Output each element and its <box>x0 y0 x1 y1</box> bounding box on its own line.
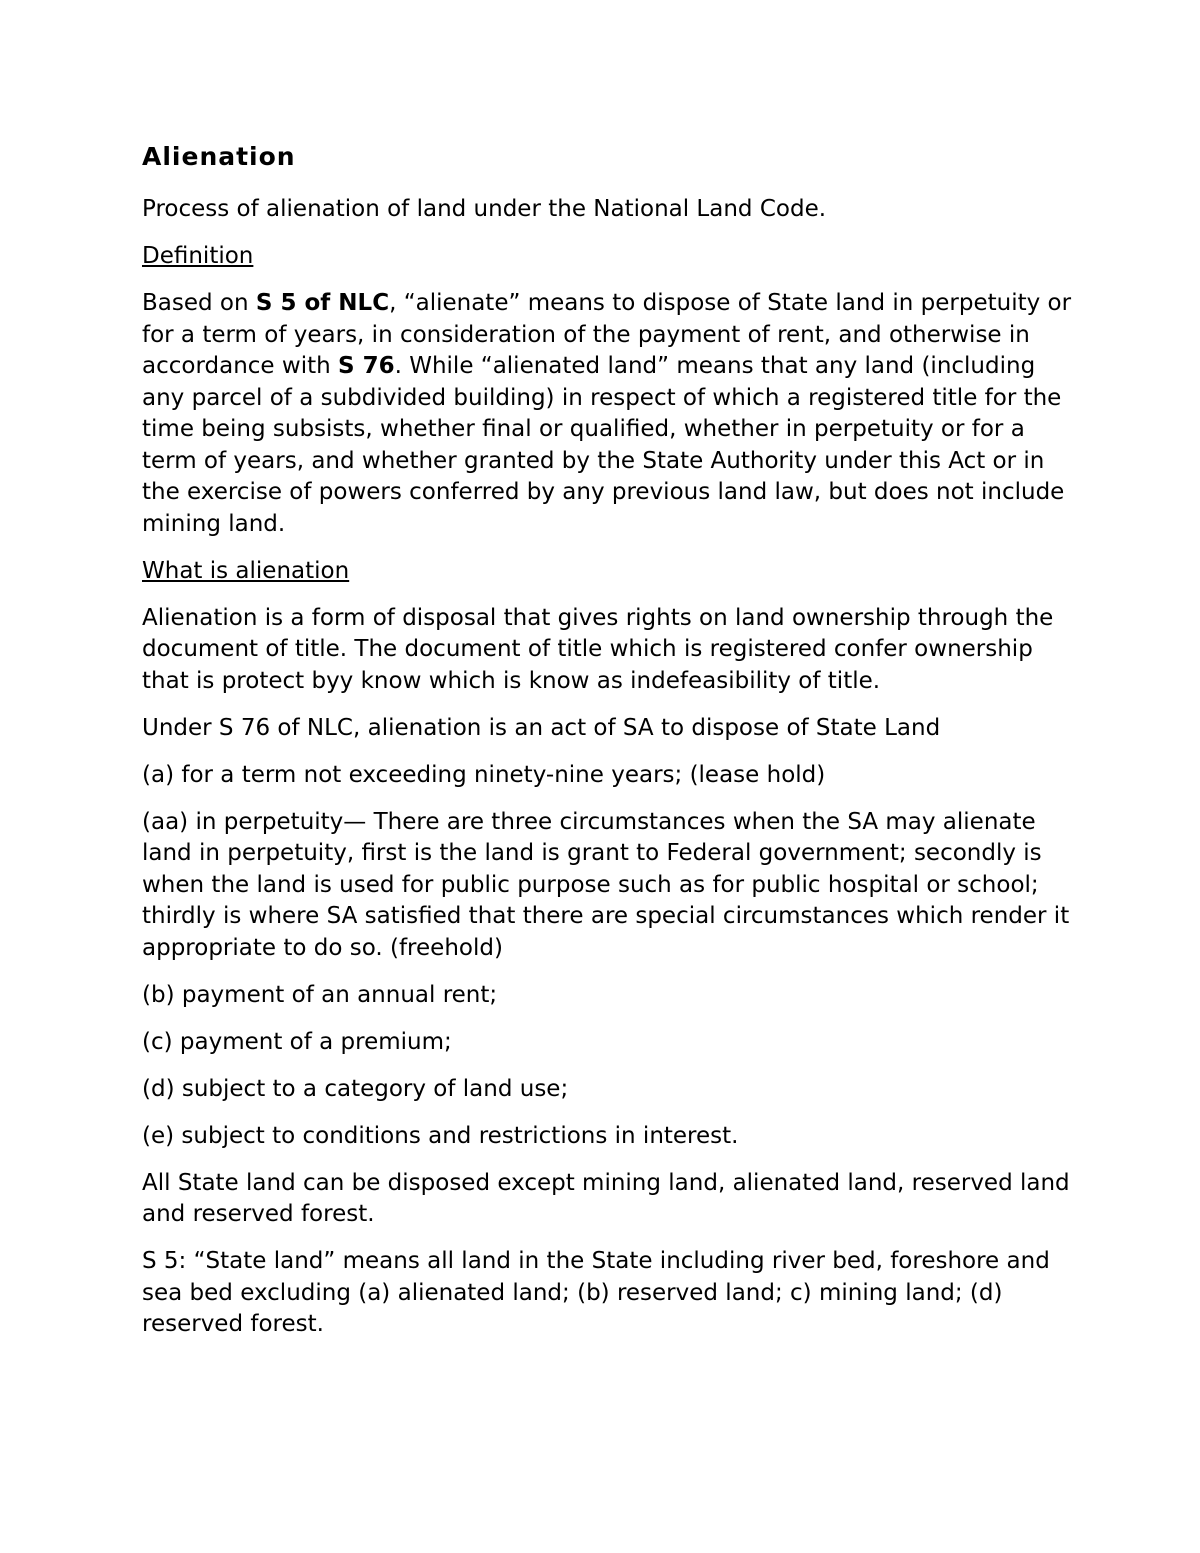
s76-item-d: (d) subject to a category of land use; <box>142 1075 569 1102</box>
s76-item-e: (e) subject to conditions and restrictions in interest. <box>142 1122 739 1149</box>
closing-paragraph-1: All State land can be disposed except mining land, alienated land, reserved land and reserved forest. <box>142 1169 1070 1227</box>
document-title: Alienation <box>142 142 296 171</box>
definition-text-1: Based on <box>142 290 256 316</box>
definition-ref-s5: S 5 of NLC <box>255 290 390 316</box>
what-heading: What is alienation <box>142 557 350 584</box>
definition-ref-s76: S 76 <box>338 353 395 379</box>
definition-paragraph <box>142 288 1072 540</box>
closing-paragraph-2: S 5: “State land” means all land in the State including river bed, foreshore and sea bed excluding (a) alienated land; (b) reserved land; c) mining land; (d) reserved forest. <box>142 1248 1050 1337</box>
s76-item-b: (b) payment of an annual rent; <box>142 981 498 1008</box>
document-page <box>142 140 1072 1356</box>
definition-text-3: . While “alienated land” means that any land (including any parcel of a subdivided building) in respect of which a registered title for the time being subsists, whether final or qualified, whether in perpetuity or for a term of years, and whether granted by the State Authority under this Act or in the exercise of powers conferred by any previous land law, but does not include mining land. <box>142 353 1065 537</box>
s76-intro: Under S 76 of NLC, alienation is an act of SA to dispose of State Land <box>142 714 941 741</box>
s76-item-c: (c) payment of a premium; <box>142 1028 452 1055</box>
s76-item-aa: (aa) in perpetuity— There are three circumstances when the SA may alienate land in perpetuity, first is the land is grant to Federal government; secondly is when the land is used for public purpose such as for public hospital or school; thirdly is where SA satisfied that there are special circumstances which render it appropriate to do so. (freehold) <box>142 808 1070 961</box>
intro-paragraph: Process of alienation of land under the National Land Code. <box>142 196 827 222</box>
definition-text-2: , “alienate” means to dispose of State land in perpetuity or for a term of years, in consideration of the payment of rent, and otherwise in accordance with <box>142 290 1072 379</box>
definition-heading: Definition <box>142 243 254 269</box>
what-paragraph: Alienation is a form of disposal that gives rights on land ownership through the document of title. The document of title which is registered confer ownership that is protect byy know which is know as indefeasibility of title. <box>142 604 1054 694</box>
s76-item-a: (a) for a term not exceeding ninety-nine years; (lease hold) <box>142 761 826 788</box>
